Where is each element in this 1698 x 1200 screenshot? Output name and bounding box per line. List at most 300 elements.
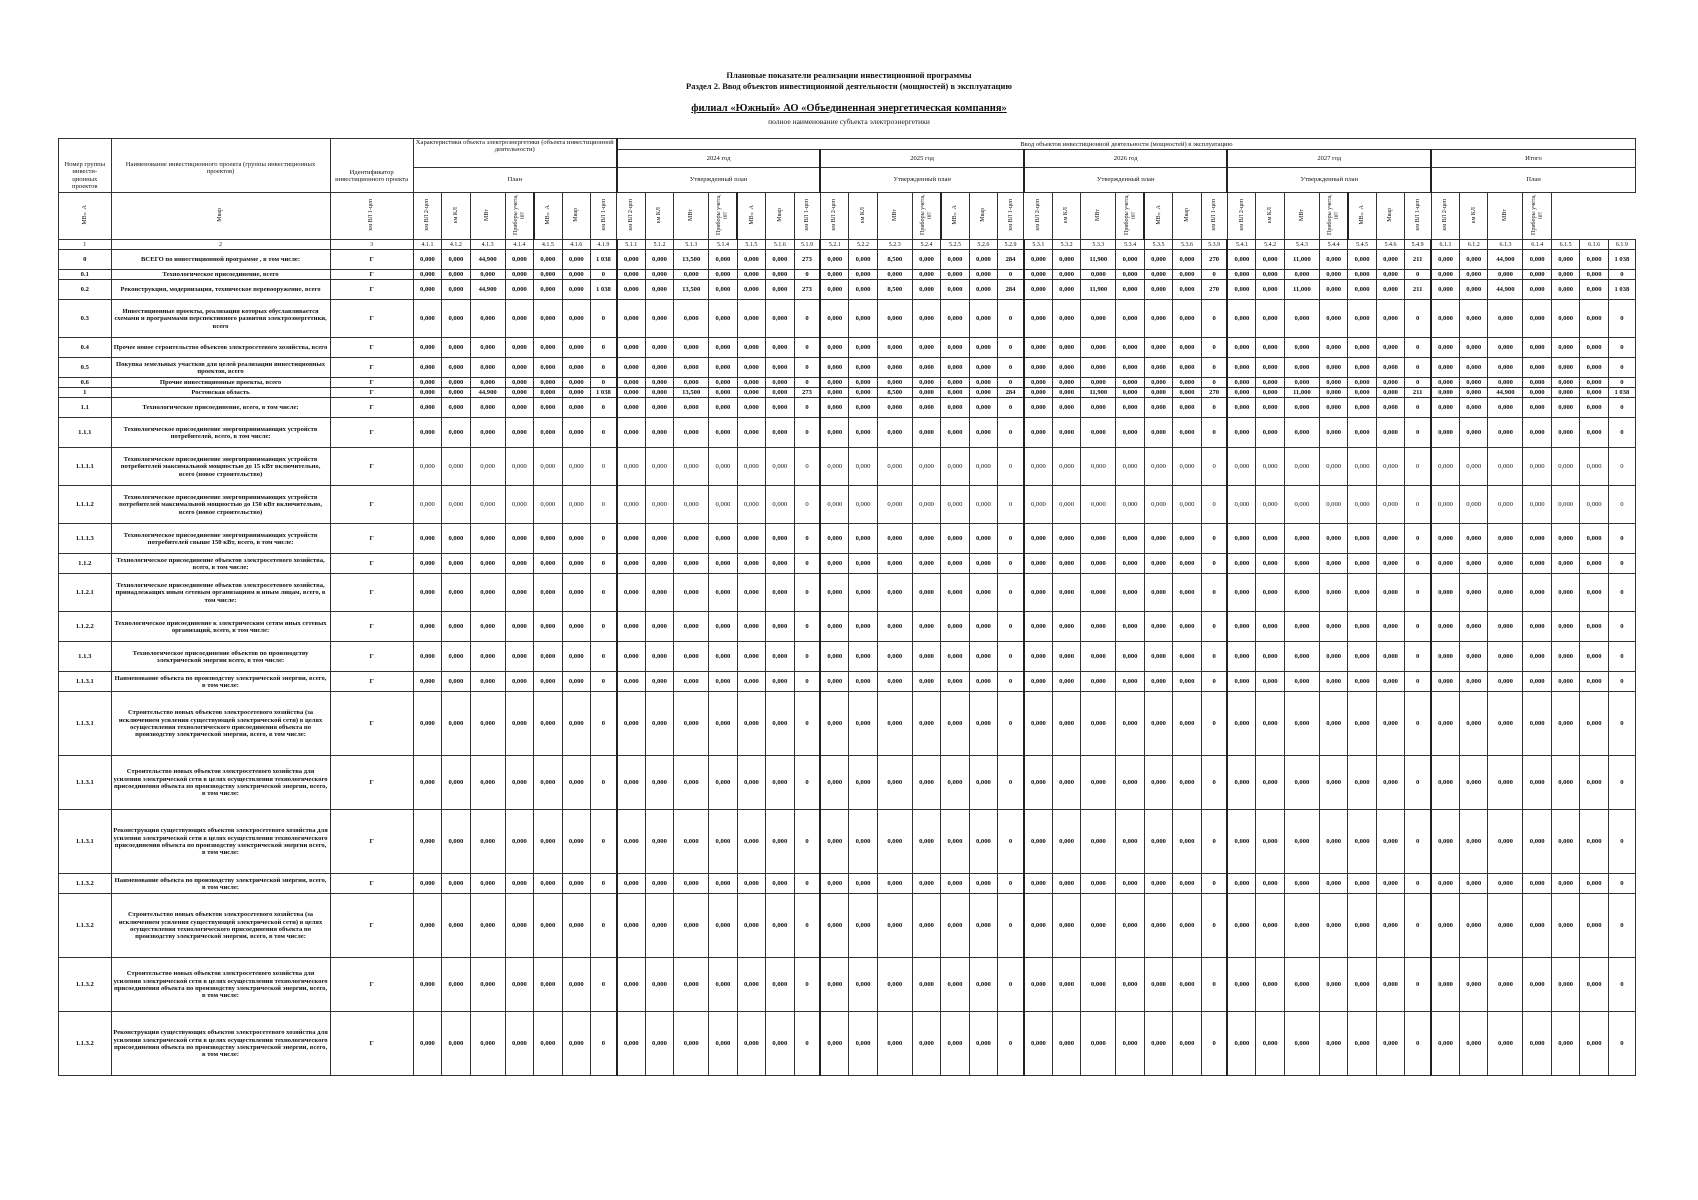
row-value: 0,000 — [1284, 448, 1319, 486]
row-value: 0,000 — [1580, 378, 1608, 388]
row-value: 0,000 — [849, 810, 877, 874]
row-name: Технологическое присоединение энергопринимающих устройств потребителей максимальной мощностью до 15 кВт включительно, всего (новое строительство) — [111, 448, 330, 486]
row-value: 0 — [794, 874, 820, 894]
table-row — [59, 388, 1636, 398]
row-value: 0,000 — [1144, 574, 1172, 612]
row-value: 0,000 — [1488, 692, 1523, 756]
row-value: 0 — [794, 338, 820, 358]
column-number: 6.1.9 — [1608, 240, 1635, 250]
row-value: 0,000 — [1256, 338, 1284, 358]
row-value: 0,000 — [877, 524, 912, 554]
row-value: 0,000 — [1523, 300, 1551, 338]
row-value: 0,000 — [1144, 1012, 1172, 1076]
row-value: 0,000 — [617, 1012, 645, 1076]
row-value: 0,000 — [1488, 338, 1523, 358]
row-value: 0,000 — [1580, 574, 1608, 612]
row-value: 0,000 — [941, 756, 969, 810]
row-value: 0,000 — [413, 756, 441, 810]
row-value: 0,000 — [1348, 958, 1376, 1012]
row-value: 270 — [1201, 250, 1227, 270]
row-value: 0,000 — [1580, 874, 1608, 894]
document-title: Плановые показатели реализации инвестиционной программы — [726, 70, 972, 80]
header-unit-label: МВт — [1298, 209, 1305, 221]
row-value: 0 — [794, 692, 820, 756]
row-identifier: Г — [330, 958, 413, 1012]
row-value: 0,000 — [1580, 250, 1608, 270]
row-value: 0,000 — [442, 1012, 470, 1076]
row-value: 0,000 — [766, 574, 794, 612]
row-value: 0,000 — [413, 486, 441, 524]
row-value: 0,000 — [1551, 338, 1579, 358]
row-value: 0,000 — [1052, 692, 1080, 756]
table-row — [59, 958, 1636, 1012]
row-value: 0,000 — [849, 448, 877, 486]
row-value: 0,000 — [709, 574, 737, 612]
row-value: 0,000 — [1144, 280, 1172, 300]
row-value: 0,000 — [1227, 958, 1255, 1012]
row-value: 0 — [794, 524, 820, 554]
row-value: 0,000 — [1523, 388, 1551, 398]
row-value: 0,000 — [941, 554, 969, 574]
row-value: 0,000 — [645, 574, 673, 612]
row-value: 0,000 — [1024, 338, 1052, 358]
row-value: 0,000 — [1052, 398, 1080, 418]
row-value: 0 — [591, 378, 617, 388]
row-value: 0,000 — [534, 1012, 562, 1076]
row-value: 0,000 — [1523, 448, 1551, 486]
row-value: 0,000 — [1376, 1012, 1404, 1076]
row-value: 44,900 — [1488, 250, 1523, 270]
row-value: 0,000 — [709, 378, 737, 388]
row-value: 0,000 — [1459, 574, 1487, 612]
row-number: 1.1.3 — [59, 642, 112, 672]
row-value: 0,000 — [737, 756, 765, 810]
header-unit-label: км КЛ — [1063, 206, 1070, 224]
row-value: 0,000 — [413, 524, 441, 554]
row-value: 0,000 — [709, 280, 737, 300]
row-value: 0,000 — [877, 810, 912, 874]
row-identifier: Г — [330, 448, 413, 486]
row-value: 0,000 — [1284, 874, 1319, 894]
row-number: 0.6 — [59, 378, 112, 388]
row-value: 0,000 — [1227, 554, 1255, 574]
row-value: 0,000 — [1376, 574, 1404, 612]
row-value: 0 — [1608, 642, 1635, 672]
header-approved-plan: Утвержденный план — [820, 168, 1024, 193]
row-value: 0,000 — [442, 524, 470, 554]
row-value: 0,000 — [1081, 486, 1116, 524]
row-value: 0,000 — [1348, 486, 1376, 524]
row-value: 0,000 — [941, 672, 969, 692]
row-value: 0,000 — [849, 398, 877, 418]
row-value: 0,000 — [1580, 958, 1608, 1012]
row-value: 0,000 — [562, 958, 590, 1012]
row-value: 0 — [1405, 554, 1431, 574]
row-name: Технологическое присоединение, всего — [111, 270, 330, 280]
row-value: 0,000 — [849, 270, 877, 280]
table-row — [59, 338, 1636, 358]
row-value: 0,000 — [849, 300, 877, 338]
header-unit-label: Приборы учета, шт — [1327, 194, 1340, 236]
row-number: 0.3 — [59, 300, 112, 338]
header-unit-label: МВт — [1095, 209, 1102, 221]
row-value: 0,000 — [912, 378, 940, 388]
row-value: 0,000 — [1116, 300, 1144, 338]
table-row — [59, 300, 1636, 338]
header-identifier: Идентификатор инвестиционного проекта — [330, 139, 413, 193]
row-value: 0,000 — [969, 250, 997, 270]
row-value: 0,000 — [1256, 756, 1284, 810]
row-value: 0,000 — [1144, 388, 1172, 398]
header-unit — [470, 193, 505, 240]
row-value: 211 — [1405, 388, 1431, 398]
row-value: 0,000 — [505, 300, 533, 338]
header-total: Итого — [1431, 150, 1635, 168]
row-value: 0,000 — [1523, 894, 1551, 958]
row-value: 0,000 — [1523, 270, 1551, 280]
row-value: 0,000 — [413, 574, 441, 612]
header-unit — [969, 193, 997, 240]
row-value: 0 — [998, 398, 1024, 418]
row-value: 0,000 — [941, 524, 969, 554]
row-value: 0,000 — [1488, 378, 1523, 388]
row-value: 0,000 — [1052, 554, 1080, 574]
row-value: 0,000 — [645, 958, 673, 1012]
row-value: 0,000 — [413, 358, 441, 378]
row-value: 0,000 — [1024, 554, 1052, 574]
row-value: 0,000 — [737, 672, 765, 692]
row-value: 0 — [591, 574, 617, 612]
row-value: 0,000 — [820, 692, 848, 756]
column-number: 5.2.1 — [820, 240, 848, 250]
row-value: 0 — [998, 524, 1024, 554]
row-value: 0,000 — [505, 874, 533, 894]
row-value: 0 — [591, 672, 617, 692]
row-value: 0,000 — [534, 358, 562, 378]
row-value: 0,000 — [617, 574, 645, 612]
row-value: 0,000 — [1144, 756, 1172, 810]
row-value: 0 — [1405, 874, 1431, 894]
row-value: 0,000 — [1052, 486, 1080, 524]
column-number: 5.2.2 — [849, 240, 877, 250]
row-value: 0,000 — [1227, 894, 1255, 958]
row-value: 0,000 — [1173, 810, 1201, 874]
row-value: 0,000 — [674, 378, 709, 388]
row-value: 0,000 — [442, 672, 470, 692]
row-value: 0,000 — [766, 358, 794, 378]
row-value: 0,000 — [969, 280, 997, 300]
row-value: 0,000 — [1256, 554, 1284, 574]
row-name: Наименование объекта по производству электрической энергии, всего, в том числе: — [111, 672, 330, 692]
row-identifier: Г — [330, 280, 413, 300]
row-value: 0,000 — [1144, 612, 1172, 642]
row-value: 0,000 — [645, 554, 673, 574]
row-value: 0 — [591, 448, 617, 486]
row-value: 0,000 — [737, 358, 765, 378]
row-value: 0,000 — [1551, 642, 1579, 672]
row-value: 0,000 — [645, 448, 673, 486]
row-value: 0,000 — [1431, 894, 1459, 958]
table-row — [59, 672, 1636, 692]
row-value: 0,000 — [1227, 378, 1255, 388]
row-value: 0 — [591, 958, 617, 1012]
row-value: 0,000 — [505, 524, 533, 554]
row-value: 0,000 — [645, 524, 673, 554]
row-value: 0,000 — [413, 418, 441, 448]
header-unit — [1052, 193, 1080, 240]
row-value: 0,000 — [645, 378, 673, 388]
row-value: 0,000 — [562, 448, 590, 486]
row-value: 0,000 — [1144, 270, 1172, 280]
row-value: 0,000 — [1116, 672, 1144, 692]
row-number: 1.1.1.2 — [59, 486, 112, 524]
row-value: 0 — [1405, 672, 1431, 692]
row-identifier: Г — [330, 378, 413, 388]
column-number: 6.1.3 — [1488, 240, 1523, 250]
row-value: 0,000 — [1348, 358, 1376, 378]
row-value: 0,000 — [470, 486, 505, 524]
row-value: 0,000 — [1284, 398, 1319, 418]
row-identifier: Г — [330, 642, 413, 672]
row-value: 0,000 — [766, 398, 794, 418]
row-value: 11,000 — [1284, 388, 1319, 398]
row-value: 0,000 — [1144, 672, 1172, 692]
row-value: 0,000 — [1348, 418, 1376, 448]
row-value: 8,500 — [877, 280, 912, 300]
header-unit — [1376, 193, 1404, 240]
row-value: 0,000 — [766, 418, 794, 448]
header-unit — [413, 193, 441, 240]
row-value: 0,000 — [737, 388, 765, 398]
row-value: 0,000 — [912, 1012, 940, 1076]
row-value: 0,000 — [505, 250, 533, 270]
header-unit — [562, 193, 590, 240]
row-value: 0,000 — [1431, 1012, 1459, 1076]
row-value: 0,000 — [912, 398, 940, 418]
row-value: 0,000 — [505, 756, 533, 810]
row-value: 0,000 — [969, 756, 997, 810]
row-value: 0,000 — [1523, 874, 1551, 894]
column-number: 5.3.4 — [1116, 240, 1144, 250]
row-value: 0,000 — [709, 958, 737, 1012]
row-value: 0,000 — [709, 612, 737, 642]
row-value: 0,000 — [645, 338, 673, 358]
row-value: 0,000 — [1523, 486, 1551, 524]
row-value: 0 — [1608, 574, 1635, 612]
row-value: 0 — [1405, 398, 1431, 418]
row-identifier: Г — [330, 358, 413, 378]
row-value: 0,000 — [1348, 270, 1376, 280]
row-value: 0,000 — [1144, 642, 1172, 672]
row-value: 0,000 — [877, 642, 912, 672]
row-value: 0,000 — [1173, 250, 1201, 270]
row-value: 0,000 — [1488, 810, 1523, 874]
row-value: 0,000 — [1348, 574, 1376, 612]
row-value: 0,000 — [1284, 524, 1319, 554]
row-value: 0,000 — [1523, 554, 1551, 574]
row-value: 0,000 — [442, 574, 470, 612]
row-value: 0,000 — [1024, 672, 1052, 692]
row-value: 0,000 — [1081, 958, 1116, 1012]
row-value: 0,000 — [766, 300, 794, 338]
row-value: 0 — [794, 486, 820, 524]
row-value: 13,500 — [674, 250, 709, 270]
row-value: 0,000 — [1081, 692, 1116, 756]
row-value: 0,000 — [645, 874, 673, 894]
row-value: 0,000 — [470, 1012, 505, 1076]
column-number: 4.1.4 — [505, 240, 533, 250]
row-value: 0,000 — [1319, 810, 1347, 874]
row-value: 0,000 — [1081, 612, 1116, 642]
row-value: 0,000 — [877, 448, 912, 486]
row-value: 0,000 — [442, 338, 470, 358]
row-name: Инвестиционные проекты, реализация которых обуславливается схемами и программами перспективного развития электроэнергетики, всего — [111, 300, 330, 338]
row-number: 1 — [59, 388, 112, 398]
column-number: 6.1.6 — [1580, 240, 1608, 250]
row-value: 0,000 — [562, 1012, 590, 1076]
row-value: 0,000 — [674, 524, 709, 554]
row-value: 0,000 — [470, 398, 505, 418]
row-value: 0,000 — [709, 338, 737, 358]
row-value: 0,000 — [1284, 756, 1319, 810]
row-value: 0,000 — [1488, 642, 1523, 672]
row-value: 0,000 — [505, 486, 533, 524]
row-value: 0,000 — [470, 524, 505, 554]
row-value: 0,000 — [1348, 398, 1376, 418]
row-value: 0,000 — [1052, 418, 1080, 448]
row-value: 0,000 — [1376, 672, 1404, 692]
header-unit-label: Мвар — [573, 208, 580, 222]
row-value: 0,000 — [1024, 486, 1052, 524]
row-value: 0,000 — [442, 692, 470, 756]
row-value: 0,000 — [1580, 448, 1608, 486]
row-value: 0,000 — [849, 358, 877, 378]
row-value: 0,000 — [1173, 358, 1201, 378]
column-number: 5.1.2 — [645, 240, 673, 250]
row-value: 0,000 — [1144, 894, 1172, 958]
row-value: 0,000 — [645, 388, 673, 398]
row-value: 0,000 — [470, 378, 505, 388]
row-value: 0,000 — [1319, 1012, 1347, 1076]
row-value: 270 — [1201, 388, 1227, 398]
row-value: 0,000 — [737, 554, 765, 574]
row-value: 0,000 — [645, 486, 673, 524]
row-value: 0,000 — [1523, 612, 1551, 642]
row-value: 0,000 — [1173, 894, 1201, 958]
column-number: 5.1.6 — [766, 240, 794, 250]
row-value: 0,000 — [1376, 642, 1404, 672]
row-value: 0,000 — [1376, 338, 1404, 358]
row-value: 0,000 — [1024, 418, 1052, 448]
row-value: 0,000 — [941, 1012, 969, 1076]
row-value: 0,000 — [1081, 894, 1116, 958]
row-value: 0,000 — [1052, 810, 1080, 874]
table-row — [59, 270, 1636, 280]
row-value: 0,000 — [1256, 398, 1284, 418]
row-value: 0,000 — [1431, 692, 1459, 756]
row-name: Реконструкция, модернизация, техническое перевооружение, всего — [111, 280, 330, 300]
row-identifier: Г — [330, 250, 413, 270]
row-value: 0,000 — [1551, 448, 1579, 486]
row-value: 0,000 — [645, 1012, 673, 1076]
row-value: 0,000 — [1144, 554, 1172, 574]
row-value: 0 — [1201, 810, 1227, 874]
row-value: 0,000 — [1431, 448, 1459, 486]
row-value: 0,000 — [413, 398, 441, 418]
row-value: 0,000 — [912, 874, 940, 894]
row-value: 0,000 — [1024, 894, 1052, 958]
row-value: 44,900 — [470, 388, 505, 398]
row-value: 0 — [794, 612, 820, 642]
row-value: 0,000 — [820, 1012, 848, 1076]
header-plan: План — [413, 168, 617, 193]
row-value: 0,000 — [941, 874, 969, 894]
column-number: 5.1.9 — [794, 240, 820, 250]
row-value: 0,000 — [1081, 554, 1116, 574]
row-value: 0,000 — [1348, 642, 1376, 672]
header-unit — [998, 193, 1024, 240]
column-number: 5.4.6 — [1376, 240, 1404, 250]
row-value: 0 — [1608, 398, 1635, 418]
row-value: 0,000 — [534, 300, 562, 338]
row-value: 0,000 — [1052, 388, 1080, 398]
row-value: 0,000 — [645, 280, 673, 300]
row-value: 0,000 — [877, 756, 912, 810]
row-value: 0,000 — [849, 250, 877, 270]
header-unit-label: Приборы учета, шт — [919, 194, 933, 236]
row-value: 0,000 — [1024, 388, 1052, 398]
row-identifier: Г — [330, 524, 413, 554]
header-year-2: 2025 год — [820, 150, 1024, 168]
row-value: 0,000 — [969, 398, 997, 418]
row-value: 0,000 — [1431, 554, 1459, 574]
row-value: 0,000 — [645, 810, 673, 874]
row-value: 0 — [794, 810, 820, 874]
row-value: 0,000 — [1173, 418, 1201, 448]
row-value: 0,000 — [674, 574, 709, 612]
row-value: 0,000 — [820, 874, 848, 894]
row-value: 0,000 — [534, 398, 562, 418]
row-value: 0,000 — [1459, 486, 1487, 524]
column-number: 5.3.2 — [1052, 240, 1080, 250]
row-value: 0,000 — [1459, 280, 1487, 300]
row-value: 0,000 — [1144, 358, 1172, 378]
row-value: 0,000 — [1551, 756, 1579, 810]
row-value: 0,000 — [766, 486, 794, 524]
row-value: 0,000 — [562, 874, 590, 894]
row-value: 0,000 — [674, 300, 709, 338]
row-value: 0,000 — [442, 958, 470, 1012]
row-value: 0,000 — [1081, 874, 1116, 894]
row-value: 0,000 — [912, 358, 940, 378]
row-value: 0 — [794, 574, 820, 612]
column-number: 5.4.3 — [1284, 240, 1319, 250]
row-value: 0,000 — [1348, 612, 1376, 642]
row-value: 0,000 — [737, 398, 765, 418]
row-value: 0,000 — [1256, 642, 1284, 672]
row-value: 0,000 — [534, 810, 562, 874]
row-value: 0,000 — [1523, 810, 1551, 874]
row-value: 0,000 — [534, 642, 562, 672]
header-unit-label: МВт — [484, 209, 491, 221]
row-value: 273 — [794, 280, 820, 300]
row-value: 0,000 — [877, 692, 912, 756]
row-value: 0,000 — [969, 874, 997, 894]
row-value: 13,500 — [674, 388, 709, 398]
row-value: 0,000 — [1551, 574, 1579, 612]
row-value: 0,000 — [941, 642, 969, 672]
row-value: 0,000 — [617, 894, 645, 958]
